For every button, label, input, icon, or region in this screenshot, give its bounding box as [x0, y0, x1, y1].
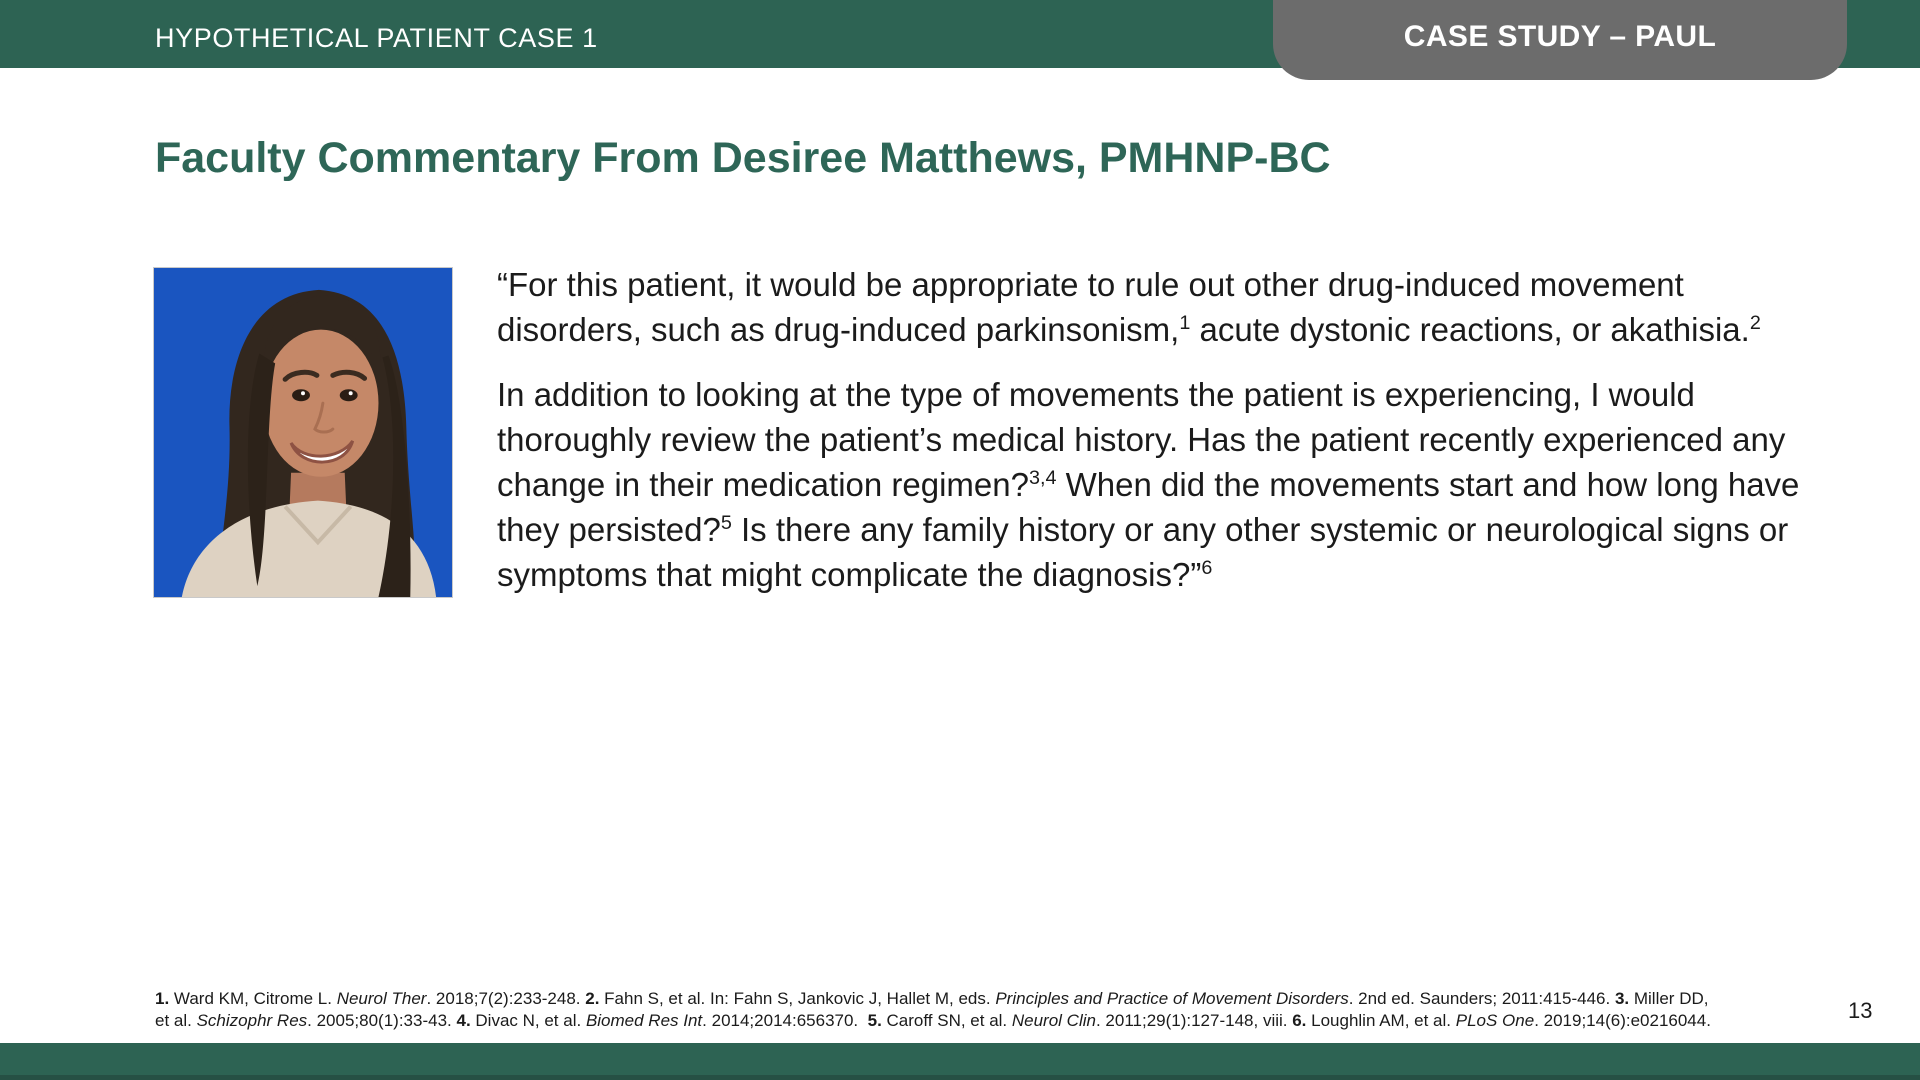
case-study-tab-label: CASE STUDY – PAUL	[1403, 20, 1717, 53]
page-title: Faculty Commentary From Desiree Matthews, PMHNP-BC	[155, 134, 1331, 182]
reference-line: 1. Ward KM, Citrome L. Neurol Ther. 2018;7(2):233-248. 2. Fahn S, et al. In: Fahn S, Jankovic J, Hallet M, eds. Principles and Practice of Movement Disorders. 2nd ed. Saunders; 2011:415-446. 3. Miller DD,	[155, 989, 1709, 1008]
page-number: 13	[1848, 998, 1873, 1023]
headshot-illustration	[154, 268, 452, 597]
slide-kicker: HYPOTHETICAL PATIENT CASE 1	[155, 22, 598, 53]
reference-line: et al. Schizophr Res. 2005;80(1):33-43. 4. Divac N, et al. Biomed Res Int. 2014;2014:656370. 5. Caroff SN, et al. Neurol Clin. 2011;29(1):127-148, viii. 6. Loughlin AM, et al. PLoS One. 2019;14(6):e0216044.	[155, 1010, 1711, 1030]
bottom-brand-bar	[0, 1043, 1920, 1080]
faculty-quote	[497, 262, 1802, 617]
reference-list	[155, 988, 1815, 1031]
faculty-photo	[153, 267, 453, 598]
quote-paragraph: “For this patient, it would be appropriate to rule out other drug-induced movement disorders, such as drug-induced parkinsonism,$^1$ acute dystonic reactions, or akathisia.$^2$	[497, 266, 1761, 348]
quote-paragraph: In addition to looking at the type of movements the patient is experiencing, I would thoroughly review the patient’s medical history. Has the patient recently experienced any change in their medication regimen?$^{3,4}$ When did the movements start and how long have they persisted?$^5$ Is there any family history or any other systemic or neurological signs or symptoms that might complicate the diagnosis?”$^6$	[497, 376, 1800, 593]
case-study-tab	[1273, 0, 1847, 80]
